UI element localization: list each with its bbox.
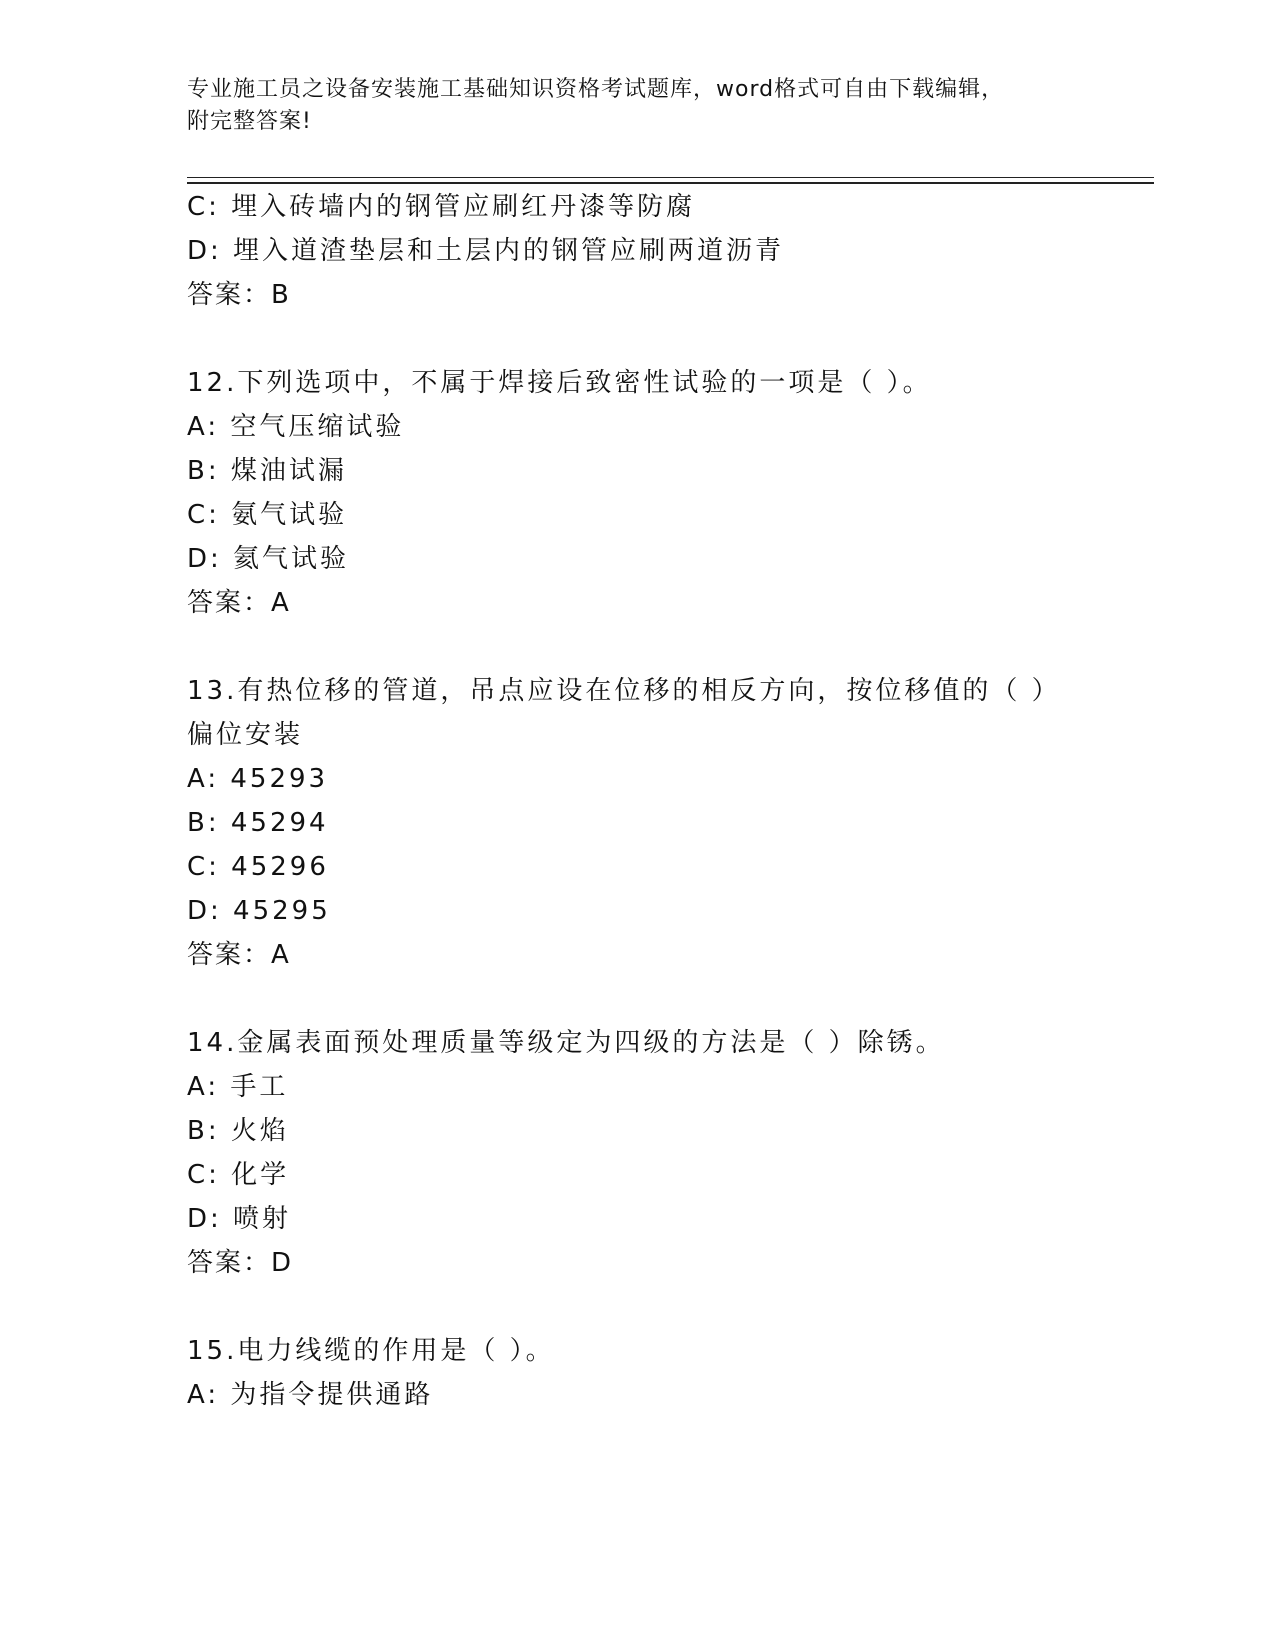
q12-option-a: A: 空气压缩试验 bbox=[187, 412, 405, 442]
q14-option-b: B: 火焰 bbox=[187, 1116, 289, 1146]
document-header bbox=[187, 74, 1087, 138]
q14-option-d: D: 喷射 bbox=[187, 1204, 292, 1234]
header-line-1: 专业施工员之设备安装施工基础知识资格考试题库，word格式可自由下载编辑， bbox=[187, 77, 1005, 102]
header-divider-thick bbox=[187, 182, 1154, 184]
q11-answer: 答案：B bbox=[187, 280, 291, 310]
q13-stem-line-1: 13.有热位移的管道，吊点应设在位移的相反方向，按位移值的（ ） bbox=[187, 676, 1061, 706]
q12-answer: 答案：A bbox=[187, 588, 291, 618]
header-line-2: 附完整答案! bbox=[187, 109, 312, 134]
q13-option-a: A: 45293 bbox=[187, 764, 329, 794]
q12-option-c: C: 氨气试验 bbox=[187, 500, 348, 530]
q13-option-d: D: 45295 bbox=[187, 896, 331, 926]
q15-option-a: A: 为指令提供通路 bbox=[187, 1380, 434, 1410]
q13-option-c: C: 45296 bbox=[187, 852, 329, 882]
q15-stem: 15.电力线缆的作用是（ ）。 bbox=[187, 1336, 555, 1366]
q14-option-c: C: 化学 bbox=[187, 1160, 290, 1190]
q13-answer: 答案：A bbox=[187, 940, 291, 970]
q11-option-c: C: 埋入砖墙内的钢管应刷红丹漆等防腐 bbox=[187, 192, 696, 222]
q11-option-d: D: 埋入道渣垫层和土层内的钢管应刷两道沥青 bbox=[187, 236, 785, 266]
q14-option-a: A: 手工 bbox=[187, 1072, 289, 1102]
q13-stem-line-2: 偏位安装 bbox=[187, 720, 304, 750]
q12-stem: 12.下列选项中，不属于焊接后致密性试验的一项是（ ）。 bbox=[187, 368, 932, 398]
q12-option-d: D: 氦气试验 bbox=[187, 544, 350, 574]
q14-stem: 14.金属表面预处理质量等级定为四级的方法是（ ）除锈。 bbox=[187, 1028, 945, 1058]
q14-answer: 答案：D bbox=[187, 1248, 294, 1278]
q12-option-b: B: 煤油试漏 bbox=[187, 456, 347, 486]
header-divider-thin bbox=[187, 177, 1154, 178]
q13-option-b: B: 45294 bbox=[187, 808, 329, 838]
